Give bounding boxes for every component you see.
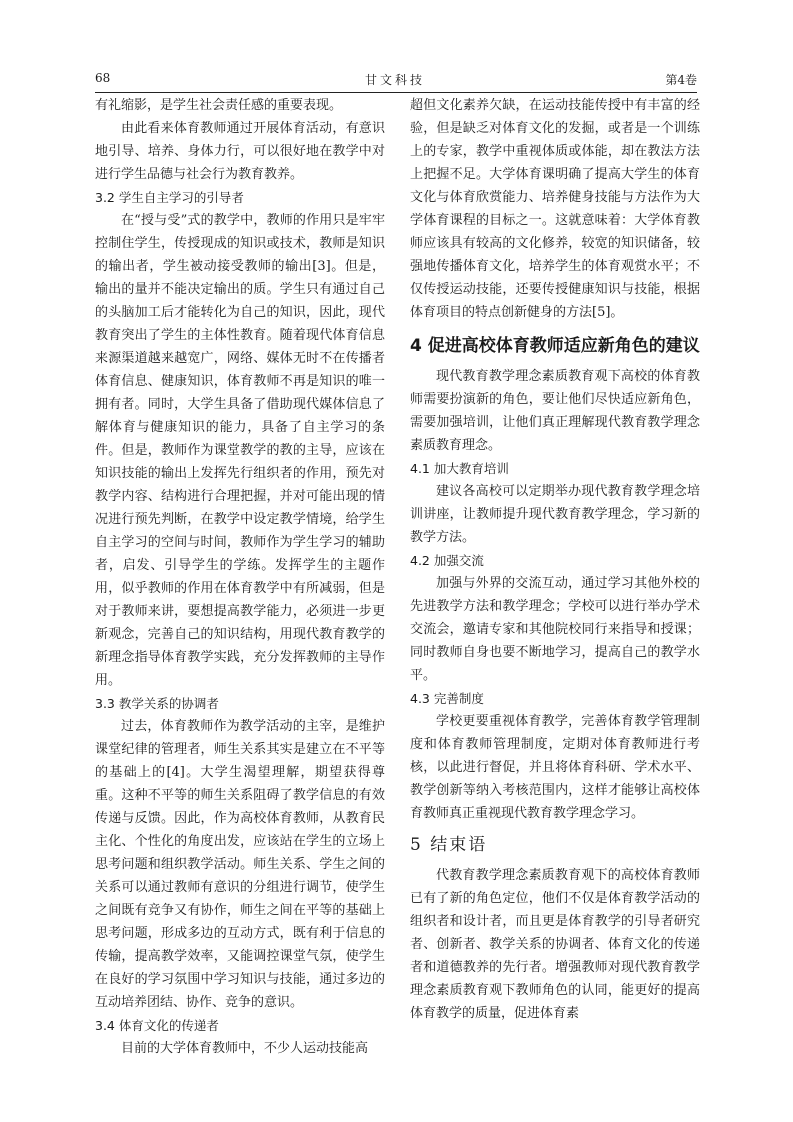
paragraph: 在“授与受”式的教学中，教师的作用只是牢牢控制住学生，传授现成的知识或技术，教师是知识的输出者，学生被动接受教师的输出[3]。但是，输出的量并不能决定输出的质。学生只有通过自己的头脑加工后才能转化为自己的知识，因此，现代教育突出了学生的主体性教育。随着现代体育信息来源渠道越来越宽广，网络、媒体无时不在传播者体育信息、健康知识，体育教师不再是知识的唯一拥有者。同时，大学生具备了借助现代媒体信息了解体育与健康知识的能力，具备了自主学习的条件。但是，教师作为课堂教学的教的主导，应该在知识技能的输出上发挥先行组织者的作用，预先对教学内容、结构进行合理把握，并对可能出现的情况进行预先判断，在教学中设定教学情境，给学生自主学习的空间与时间，教师作为学生学习的辅助者，启发、引导学生的学练。发挥学生的主题作用，似乎教师的作用在体育教学中有所减弱，但是对于教师来讲，要想提高教学能力，必须进一步更新观念，完善自己的知识结构，用现代教育教学的新理念指导体育教学实践，充分发挥教师的主导作用。 (95, 213, 385, 688)
subsection-heading: 3.3 教学关系的协调者 (95, 696, 219, 711)
header-rule (95, 92, 697, 93)
subsection-heading: 4.3 完善制度 (410, 691, 484, 706)
section-heading: 4 促进高校体育教师适应新角色的建议 (410, 336, 700, 356)
subsection-heading: 3.4 体育文化的传递者 (95, 1018, 219, 1033)
journal-title: 甘文科技 (365, 73, 426, 87)
right-column (410, 94, 700, 1025)
subsection-heading: 4.1 加大教育培训 (410, 461, 509, 476)
paragraph: 目前的大学体育教师中，不少人运动技能高 (121, 1041, 369, 1056)
paragraph: 超但文化素养欠缺，在运动技能传授中有丰富的经验，但是缺乏对体育文化的发掘，或者是一个训练上的专家，教学中重视体质或体能，却在教法方法上把握不足。大学体育课明确了提高大学生的体育文化与体育欣赏能力、培养健身技能与方法作为大学体育课程的目标之一。这就意味着：大学体育教师应该具有较高的文化修养，较宽的知识储备，较强地传播体育文化，培养学生的体育观赏水平；不仅传授运动技能，还要传授健康知识与技能，根据体育项目的特点创新健身的方法[5]。 (410, 98, 700, 320)
paragraph: 建议各高校可以定期举办现代教育教学理念培训讲座，让教师提升现代教育教学理念，学习新的教学方法。 (410, 484, 700, 545)
paragraph: 加强与外界的交流互动，通过学习其他外校的先进教学方法和教学理念；学校可以进行举办学术交流会，邀请专家和其他院校同行来指导和授课；同时教师自身也要不断地学习，提高自己的教学水平。 (410, 576, 700, 683)
paragraph: 代教育教学理念素质教育观下的高校体育教师已有了新的角色定位，他们不仅是体育教学活动的组织者和设计者，而且更是体育教学的引导者研究者、创新者、教学关系的协调者、体育文化的传递者和道德教养的先行者。增强教师对现代教育教学理念素质教育观下教师角色的认同，能更好的提高体育教学的质量，促进体育素 (410, 868, 700, 1021)
paragraph: 由此看来体育教师通过开展体育活动，有意识地引导、培养、身体力行，可以很好地在教学中对进行学生品德与社会行为教育教养。 (95, 121, 385, 182)
paragraph: 学校更要重视体育教学，完善体育教学管理制度和体育教师管理制度，定期对体育教师进行考核，以此进行督促，并且将体育科研、学术水平、教学创新等纳入考核范围内，这样才能够让高校体育教师真正重视现代教育教学理念学习。 (410, 714, 700, 821)
subsection-heading: 4.2 加强交流 (410, 553, 484, 568)
paragraph: 有礼缩影，是学生社会责任感的重要表现。 (95, 98, 343, 113)
running-header (95, 71, 697, 91)
page-number: 68 (95, 71, 111, 85)
paragraph: 现代教育教学理念素质教育观下高校的体育教师需要扮演新的角色，要让他们尽快适应新角色，需要加强培训，让他们真正理解现代教育教学理念素质教育理念。 (410, 369, 700, 453)
left-column (95, 94, 385, 1060)
volume-label: 第4卷 (665, 73, 697, 87)
section-heading: 5 结束语 (410, 835, 488, 855)
subsection-heading: 3.2 学生自主学习的引导者 (95, 190, 244, 205)
paragraph: 过去，体育教师作为教学活动的主宰，是维护课堂纪律的管理者，师生关系其实是建立在不平等的基础上的[4]。大学生渴望理解，期望获得尊重。这种不平等的师生关系阻碍了教学信息的有效传递与反馈。因此，作为高校体育教师，从教育民主化、个性化的角度出发，应该站在学生的立场上思考问题和组织教学活动。师生关系、学生之间的关系可以通过教师有意识的分组进行调节，使学生之间既有竞争又有协作，师生之间在平等的基础上思考问题，形成多边的互动方式，既有利于信息的传输，提高教学效率，又能调控课堂气氛，使学生在良好的学习氛围中学习知识与技能，通过多边的互动培养团结、协作、竞争的意识。 (95, 719, 385, 1010)
